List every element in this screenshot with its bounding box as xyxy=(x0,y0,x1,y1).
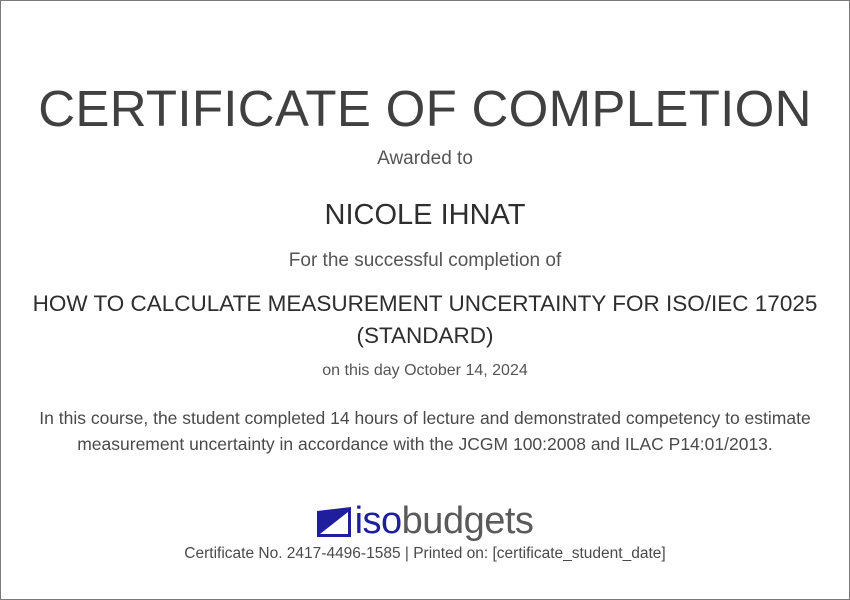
certificate-footer: Certificate No. 2417-4496-1585 | Printed on: [certificate_student_date] xyxy=(184,545,666,562)
awarded-label: Awarded to xyxy=(377,148,473,169)
isobudgets-logo xyxy=(1,499,849,543)
completion-label: For the successful completion of xyxy=(288,250,562,271)
completion-date: on this day October 14, 2024 xyxy=(322,362,528,379)
course-description: In this course, the student completed 14 hours of lecture and demonstrated competency to estimate measurement uncertainty in accordance with the JCGM 100:2008 and ILAC P14:01/2013. xyxy=(39,408,811,454)
logo-text-budgets: budgets xyxy=(401,499,534,542)
isobudgets-logo-icon xyxy=(317,507,351,537)
student-name: NICOLE IHNAT xyxy=(324,199,526,231)
certificate-heading: CERTIFICATE OF COMPLETION xyxy=(38,80,812,137)
course-title: HOW TO CALCULATE MEASUREMENT UNCERTAINTY FOR ISO/IEC 17025 (STANDARD) xyxy=(32,291,818,348)
logo-text-iso: iso xyxy=(354,499,402,542)
